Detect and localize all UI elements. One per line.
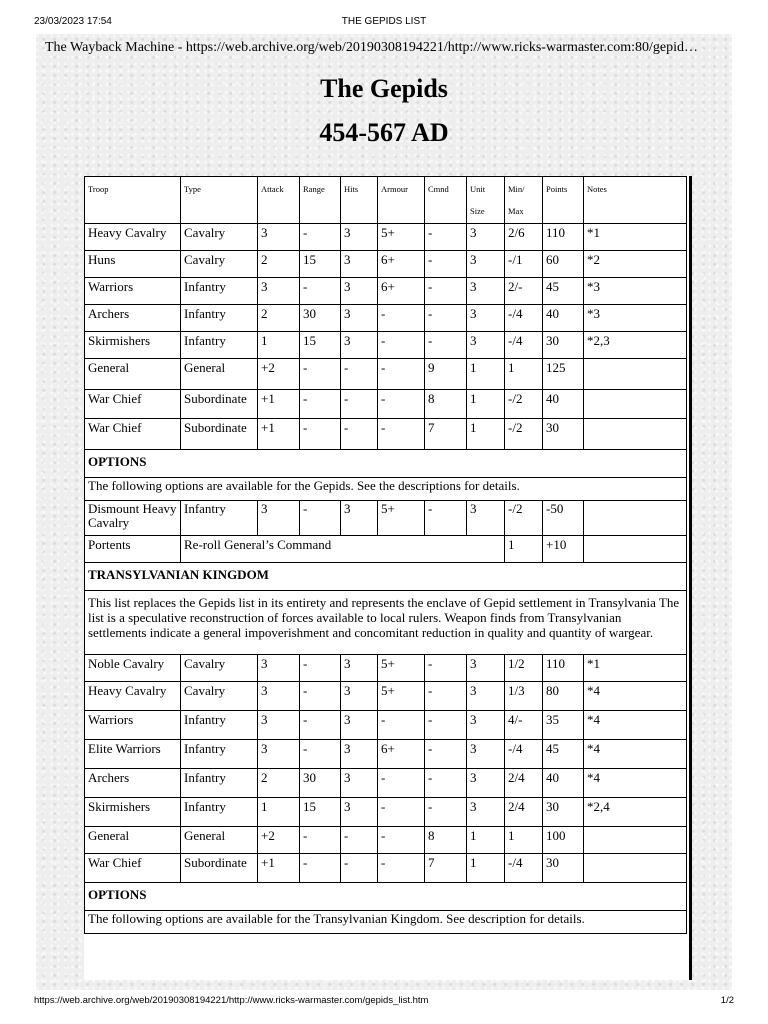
portents-description: Re-roll General’s Command — [181, 536, 505, 563]
table-cell: Warriors — [85, 278, 181, 305]
table-cell: +1 — [258, 390, 300, 419]
print-date: 23/03/2023 17:54 — [34, 16, 112, 27]
table-cell: *1 — [584, 655, 687, 682]
table-cell: 3 — [341, 251, 378, 278]
table-cell: +1 — [258, 854, 300, 883]
troop-row — [85, 332, 687, 359]
table-cell: Infantry — [181, 798, 258, 827]
troop-row — [85, 798, 687, 827]
table-cell: Heavy Cavalry — [85, 682, 181, 711]
table-cell: Dismount Heavy Cavalry — [85, 501, 181, 536]
table-header-row — [85, 177, 687, 224]
table-cell: 3 — [467, 798, 505, 827]
table-cell: Archers — [85, 769, 181, 798]
table-cell: 3 — [341, 305, 378, 332]
table-cell — [584, 501, 687, 536]
table-cell: - — [300, 827, 341, 854]
table-cell: - — [425, 501, 467, 536]
troop-row — [85, 305, 687, 332]
table-cell: 4/- — [505, 711, 543, 740]
table-cell: - — [425, 278, 467, 305]
table-cell: 6+ — [378, 278, 425, 305]
table-cell: 3 — [467, 711, 505, 740]
table-cell: - — [378, 711, 425, 740]
table-cell: 1 — [505, 827, 543, 854]
table-cell: *3 — [584, 305, 687, 332]
table-cell: *2 — [584, 251, 687, 278]
table-cell: 30 — [543, 419, 584, 450]
troop-row — [85, 419, 687, 450]
troop-row — [85, 740, 687, 769]
table-cell: 100 — [543, 827, 584, 854]
table-cell: 3 — [341, 332, 378, 359]
table-cell: +2 — [258, 359, 300, 390]
table-cell: General — [85, 359, 181, 390]
table-cell: 3 — [341, 224, 378, 251]
table-cell: 1 — [505, 359, 543, 390]
table-cell: *4 — [584, 711, 687, 740]
table-cell: - — [300, 655, 341, 682]
table-cell: - — [300, 359, 341, 390]
portents-row — [85, 536, 687, 563]
table-cell: - — [341, 419, 378, 450]
table-cell: Infantry — [181, 305, 258, 332]
table-cell: 5+ — [378, 501, 425, 536]
table-cell: 3 — [467, 305, 505, 332]
table-cell: 3 — [258, 740, 300, 769]
table-cell: 3 — [341, 769, 378, 798]
column-header: Type — [181, 177, 258, 224]
troop-row — [85, 501, 687, 536]
options-description: The following options are available for the Gepids. See the descriptions for details. — [85, 478, 687, 501]
table-cell: Cavalry — [181, 251, 258, 278]
table-cell: General — [181, 827, 258, 854]
table-cell: 30 — [543, 798, 584, 827]
column-header: Armour — [378, 177, 425, 224]
table-cell: 2/4 — [505, 769, 543, 798]
column-header: Points — [543, 177, 584, 224]
table-cell — [584, 827, 687, 854]
troop-row — [85, 390, 687, 419]
table-cell — [584, 854, 687, 883]
troop-row — [85, 854, 687, 883]
table-cell: 3 — [467, 278, 505, 305]
table-cell: - — [300, 682, 341, 711]
table-cell: - — [300, 278, 341, 305]
options-description-row — [85, 911, 687, 934]
table-cell: - — [378, 769, 425, 798]
table-cell: - — [341, 359, 378, 390]
table-cell: Cavalry — [181, 682, 258, 711]
troop-row — [85, 224, 687, 251]
table-cell: 7 — [425, 854, 467, 883]
table-cell: 40 — [543, 305, 584, 332]
table-cell: - — [300, 390, 341, 419]
page-title: The Gepids — [320, 74, 448, 103]
table-cell: -/4 — [505, 305, 543, 332]
table-cell: - — [425, 711, 467, 740]
table-cell: 3 — [467, 501, 505, 536]
column-header: Notes — [584, 177, 687, 224]
table-cell: Infantry — [181, 332, 258, 359]
table-cell: Elite Warriors — [85, 740, 181, 769]
options-heading: OPTIONS — [85, 450, 687, 478]
options-heading-row — [85, 450, 687, 478]
table-cell: - — [425, 682, 467, 711]
table-cell: 1 — [467, 419, 505, 450]
options-description-row — [85, 478, 687, 501]
section-description: This list replaces the Gepids list in its entirety and represents the enclave of Gepid settlement in Transylvania The list is a speculative reconstruction of forces available to local rulers. Weapon finds from Transylvanian settlements indicate a general impoverishment and concomitant reduction in quality and quantity of wargear. — [85, 591, 687, 655]
table-cell: 15 — [300, 798, 341, 827]
table-cell: - — [378, 390, 425, 419]
table-cell: - — [378, 827, 425, 854]
table-cell: 3 — [258, 655, 300, 682]
column-header: Troop — [85, 177, 181, 224]
table-cell: Warriors — [85, 711, 181, 740]
table-cell: 3 — [341, 655, 378, 682]
table-cell: 30 — [300, 305, 341, 332]
table-cell: +2 — [258, 827, 300, 854]
table-cell: 1 — [258, 332, 300, 359]
table-cell: -/4 — [505, 854, 543, 883]
table-cell: Portents — [85, 536, 181, 563]
table-cell: 40 — [543, 769, 584, 798]
table-cell: - — [425, 740, 467, 769]
troop-row — [85, 682, 687, 711]
table-cell: 3 — [341, 711, 378, 740]
page-subtitle-dates: 454-567 AD — [319, 118, 449, 147]
troop-row — [85, 827, 687, 854]
section-description-row — [85, 591, 687, 655]
table-cell: 3 — [467, 224, 505, 251]
table-cell: *4 — [584, 769, 687, 798]
table-cell: Infantry — [181, 740, 258, 769]
print-title: THE GEPIDS LIST — [341, 16, 427, 27]
table-cell: 40 — [543, 390, 584, 419]
column-header: Attack — [258, 177, 300, 224]
table-cell: 3 — [467, 251, 505, 278]
troop-row — [85, 655, 687, 682]
section-heading: TRANSYLVANIAN KINGDOM — [85, 563, 687, 591]
table-cell: 45 — [543, 740, 584, 769]
table-cell: Noble Cavalry — [85, 655, 181, 682]
table-cell: 15 — [300, 332, 341, 359]
print-header — [0, 16, 768, 30]
page-content — [36, 34, 732, 990]
table-cell: 2 — [258, 305, 300, 332]
table-cell: - — [378, 332, 425, 359]
table-cell: War Chief — [85, 419, 181, 450]
table-cell: 45 — [543, 278, 584, 305]
table-cell: 1/2 — [505, 655, 543, 682]
table-cell: 125 — [543, 359, 584, 390]
table-cell: - — [378, 854, 425, 883]
army-list-table — [84, 176, 687, 934]
table-cell: - — [425, 769, 467, 798]
table-cell: 3 — [341, 278, 378, 305]
troop-row — [85, 251, 687, 278]
table-cell: 7 — [425, 419, 467, 450]
table-cell: - — [425, 305, 467, 332]
table-cell: 9 — [425, 359, 467, 390]
table-cell: 5+ — [378, 682, 425, 711]
table-cell — [584, 419, 687, 450]
table-cell: - — [300, 501, 341, 536]
table-cell: 6+ — [378, 251, 425, 278]
table-cell: 3 — [258, 224, 300, 251]
table-cell: 110 — [543, 224, 584, 251]
troop-row — [85, 769, 687, 798]
table-cell: +10 — [543, 536, 584, 563]
troop-row — [85, 278, 687, 305]
table-cell: 3 — [258, 278, 300, 305]
table-cell: 3 — [467, 682, 505, 711]
table-cell: *2,4 — [584, 798, 687, 827]
table-cell: Infantry — [181, 501, 258, 536]
table-cell: 3 — [258, 711, 300, 740]
table-cell: 60 — [543, 251, 584, 278]
table-cell: 2/- — [505, 278, 543, 305]
table-cell — [584, 390, 687, 419]
table-cell: Cavalry — [181, 224, 258, 251]
table-cell: *3 — [584, 278, 687, 305]
table-cell: -/4 — [505, 332, 543, 359]
table-cell — [584, 536, 687, 563]
table-cell: - — [425, 798, 467, 827]
table-cell: 5+ — [378, 224, 425, 251]
table-cell: Infantry — [181, 711, 258, 740]
table-cell: 3 — [467, 769, 505, 798]
table-cell: - — [300, 711, 341, 740]
table-cell: -/2 — [505, 501, 543, 536]
table-cell: 2/4 — [505, 798, 543, 827]
table-cell: Huns — [85, 251, 181, 278]
table-cell: 35 — [543, 711, 584, 740]
table-cell: - — [378, 305, 425, 332]
table-cell: - — [425, 655, 467, 682]
column-header: Range — [300, 177, 341, 224]
table-cell: -50 — [543, 501, 584, 536]
options-description: The following options are available for the Transylvanian Kingdom. See description for details. — [85, 911, 687, 934]
table-cell: 3 — [258, 682, 300, 711]
table-cell: 3 — [341, 740, 378, 769]
table-cell — [584, 359, 687, 390]
table-cell: - — [300, 224, 341, 251]
table-cell: 80 — [543, 682, 584, 711]
table-cell: 1/3 — [505, 682, 543, 711]
table-cell: - — [378, 359, 425, 390]
table-cell: 30 — [543, 332, 584, 359]
table-cell: 110 — [543, 655, 584, 682]
wayback-banner[interactable]: The Wayback Machine - https://web.archive.org/web/20190308194221/http://www.ricks-warmaster.com:80/gepid… — [45, 40, 698, 55]
table-cell: Skirmishers — [85, 798, 181, 827]
table-cell: 3 — [258, 501, 300, 536]
page-number: 1/2 — [720, 995, 734, 1006]
army-list-table-wrapper — [84, 176, 692, 980]
table-cell: 1 — [258, 798, 300, 827]
table-cell: Infantry — [181, 769, 258, 798]
table-cell: 2/6 — [505, 224, 543, 251]
table-cell: *4 — [584, 682, 687, 711]
column-header: Hits — [341, 177, 378, 224]
table-cell: Archers — [85, 305, 181, 332]
table-cell: 15 — [300, 251, 341, 278]
print-footer — [0, 995, 768, 1009]
table-cell: 8 — [425, 827, 467, 854]
table-cell: 1 — [467, 854, 505, 883]
table-cell: - — [378, 798, 425, 827]
troop-row — [85, 711, 687, 740]
table-cell: -/2 — [505, 419, 543, 450]
table-cell: - — [300, 854, 341, 883]
table-cell: 30 — [543, 854, 584, 883]
table-cell: War Chief — [85, 854, 181, 883]
table-cell: 1 — [467, 359, 505, 390]
table-cell: 1 — [467, 390, 505, 419]
table-cell: 1 — [467, 827, 505, 854]
table-cell: -/2 — [505, 390, 543, 419]
table-cell: - — [425, 251, 467, 278]
table-cell: - — [341, 390, 378, 419]
column-header: Cmnd — [425, 177, 467, 224]
table-cell: 3 — [341, 682, 378, 711]
table-cell: +1 — [258, 419, 300, 450]
table-cell: -/1 — [505, 251, 543, 278]
table-cell: Subordinate — [181, 419, 258, 450]
table-cell: Subordinate — [181, 854, 258, 883]
table-cell: 2 — [258, 251, 300, 278]
table-cell: Cavalry — [181, 655, 258, 682]
options-heading: OPTIONS — [85, 883, 687, 911]
table-cell: - — [425, 224, 467, 251]
footer-url: https://web.archive.org/web/20190308194221/http://www.ricks-warmaster.com/gepids_list.htm — [34, 995, 429, 1006]
options-heading-row — [85, 883, 687, 911]
table-cell: 3 — [467, 740, 505, 769]
table-cell: *2,3 — [584, 332, 687, 359]
table-cell: Skirmishers — [85, 332, 181, 359]
column-header: Unit Size — [467, 177, 505, 224]
table-cell: -/4 — [505, 740, 543, 769]
table-cell: War Chief — [85, 390, 181, 419]
section-heading-row — [85, 563, 687, 591]
table-cell: 30 — [300, 769, 341, 798]
table-cell: 6+ — [378, 740, 425, 769]
table-cell: 3 — [467, 655, 505, 682]
table-cell: General — [181, 359, 258, 390]
table-cell: - — [341, 827, 378, 854]
troop-row — [85, 359, 687, 390]
column-header: Min/ Max — [505, 177, 543, 224]
table-cell: 3 — [341, 501, 378, 536]
table-cell: 2 — [258, 769, 300, 798]
table-cell: General — [85, 827, 181, 854]
table-cell: - — [300, 419, 341, 450]
table-cell: - — [378, 419, 425, 450]
table-cell: 8 — [425, 390, 467, 419]
table-cell: Infantry — [181, 278, 258, 305]
table-cell: *1 — [584, 224, 687, 251]
table-cell: - — [341, 854, 378, 883]
table-cell: Heavy Cavalry — [85, 224, 181, 251]
table-cell: Subordinate — [181, 390, 258, 419]
table-cell: 5+ — [378, 655, 425, 682]
table-cell: 3 — [467, 332, 505, 359]
table-cell: *4 — [584, 740, 687, 769]
table-cell: 1 — [505, 536, 543, 563]
table-cell: - — [300, 740, 341, 769]
table-cell: 3 — [341, 798, 378, 827]
table-cell: - — [425, 332, 467, 359]
